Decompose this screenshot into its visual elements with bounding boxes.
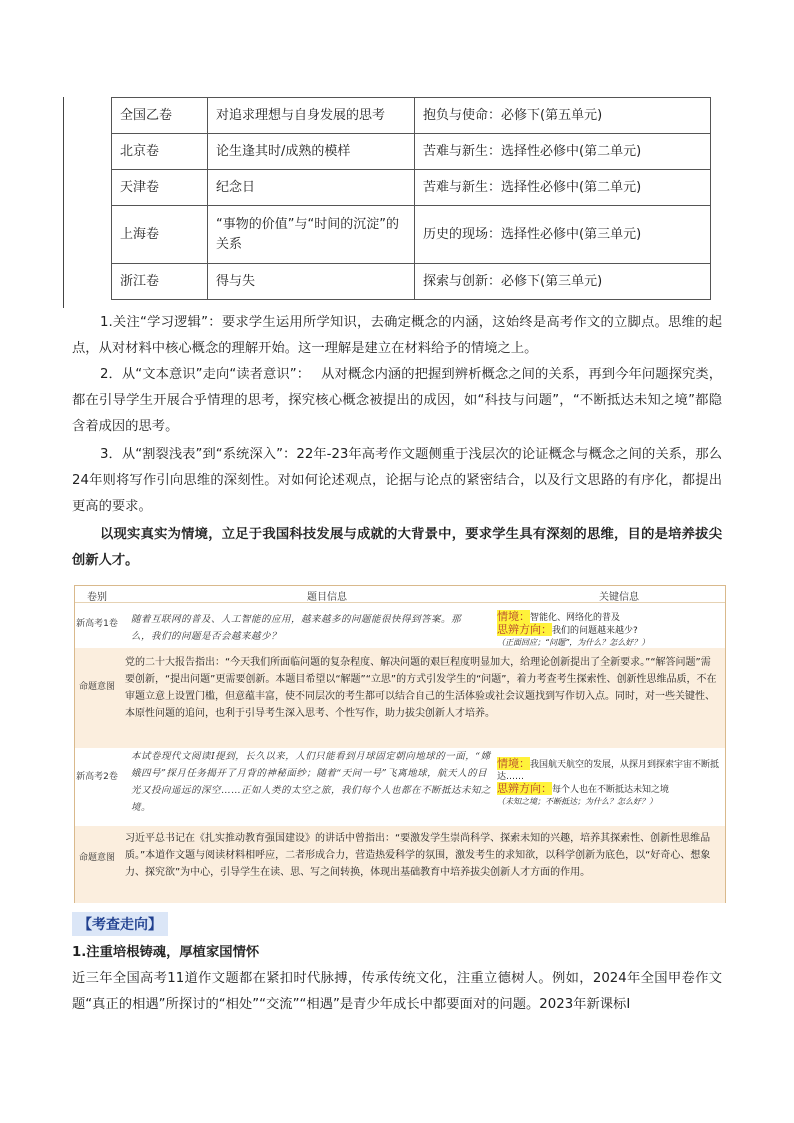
section-body: 近三年全国高考11道作文题都在紧扣时代脉搏，传承传统文化，注重立德树人。例如，2024年全国甲卷作文题“真正的相遇”所探讨的“相处”“交流”“相遇”是青少年成长中都要面对的问题。2023年新课标Ⅰ [72, 971, 722, 1012]
figure-header [75, 586, 725, 603]
topic-cell: 得与失 [208, 264, 415, 300]
unit-cell: 苦难与新生：选择性必修中(第二单元) [415, 134, 711, 170]
intent-text: 党的二十大报告指出：“今天我们所面临问题的复杂程度、解决问题的艰巨程度明显加大，给理论创新提出了全新要求。”“解答问题”需要创新，“提出问题”更需要创新。本题目希望以“解题”“立思”的方式引发学生的“问题”，着力考查考生探索性、创新性思维品质，不在审题立意上设置门槛，但意蕴丰富，使不同层次的考生都可以结合自己的生活体验或社会议题找到写作切入点。同时，对一些关键性、本原性问题的追问，也利于引导考生深入思考、个性写作，助力拔尖创新人才培养。 [125, 657, 717, 719]
intent-label: 命题意图 [78, 682, 115, 692]
section-heading: 1.注重培根铸魂，厚植家国情怀 [72, 945, 260, 960]
left-margin-rule [63, 97, 64, 308]
thinking-text: 我们的问题越来越少? [552, 626, 638, 636]
table-row [112, 206, 711, 264]
key-info-1 [497, 611, 725, 649]
header-paper: 卷别 [87, 592, 107, 603]
table-row [112, 98, 711, 134]
topic-cell: 对追求理想与自身发展的思考 [208, 98, 415, 134]
thinking-text: 每个人也在不断抵达未知之境 [552, 785, 670, 795]
table-row [112, 264, 711, 300]
intent-text: 习近平总书记在《扎实推动教育强国建设》的讲话中曾指出：“要激发学生崇尚科学、探索未知的兴趣，培养其探索性、创新性思维品质。”本道作文题与阅读材料相呼应，二者形成合力，营造热爱科学的氛围，激发考生的求知欲，以科学创新为底色，以“好奇心、想象力、探究欲”为中心，引导学生在读、思、写之间转换，体现出基础教育中培养拔尖创新人才方面的作用。 [125, 833, 711, 878]
context-text: 智能化、网络化的普及 [530, 613, 621, 623]
region-cell: 上海卷 [112, 206, 208, 264]
topic-cell: 纪念日 [208, 170, 415, 206]
table-row [112, 134, 711, 170]
exam-info-figure [74, 585, 726, 903]
section-tag: 【考查走向】 [72, 912, 168, 936]
paragraph-system-depth: 3．从“割裂浅表”到“系统深入”：22年-23年高考作文题侧重于浅层次的论证概念与概念之间的关系，那么24年则将写作引向思维的深刻性。对如何论述观点，论据与论点的紧密结合，以及行文思路的有序化，都提出更高的要求。 [72, 447, 722, 514]
header-key-info: 关键信息 [599, 592, 639, 603]
topic-cell: 论生逢其时/成熟的模样 [208, 134, 415, 170]
unit-cell: 抱负与使命：必修下(第五单元) [415, 98, 711, 134]
header-question-info: 题目信息 [307, 592, 347, 603]
region-cell: 全国乙卷 [112, 98, 208, 134]
paragraph-learning-logic: 1.关注“学习逻辑”：要求学生运用所学知识，去确定概念的内涵，这始终是高考作文的立脚点。思维的起点，从对材料中核心概念的理解开始。这一理解是建立在材料给予的情境之上。 [72, 315, 722, 356]
topic-cell: “事物的价值”与“时间的沉淀”的关系 [208, 206, 415, 264]
intent-label: 命题意图 [78, 853, 115, 863]
region-cell: 浙江卷 [112, 264, 208, 300]
context-tag: 情境： [497, 757, 530, 770]
unit-cell: 苦难与新生：选择性必修中(第二单元) [415, 170, 711, 206]
unit-cell: 历史的现场：选择性必修中(第三单元) [415, 206, 711, 264]
context-tag: 情境： [497, 610, 530, 623]
paper-label: 新高考2卷 [76, 772, 118, 782]
question-handwriting: 本试卷现代文阅读Ⅰ提到，长久以来，人们只能看到月球固定朝向地球的一面，“嫦娥四号”探月任务揭开了月背的神秘面纱；随着“天问一号”飞离地球，航天人的目光又投向遥远的深空……正如人类的太空之旅，我们每个人也都在不断抵达未知之境。 [131, 751, 492, 813]
question-handwriting: 随着互联网的普及、人工智能的应用，越来越多的问题能很快得到答案。那么，我们的问题是否会越来越少？ [131, 614, 462, 642]
exam-topics-table [111, 97, 711, 300]
note-text: （未知之境；不断抵达；为什么？怎么好？） [497, 797, 657, 806]
region-cell: 天津卷 [112, 170, 208, 206]
context-text: 我国航天航空的发展，从探月到探索宇宙不断抵达…… [497, 760, 720, 782]
table-row [112, 170, 711, 206]
unit-cell: 探索与创新：必修下(第三单元) [415, 264, 711, 300]
thinking-tag: 思辨方向： [497, 623, 552, 636]
paper-label: 新高考1卷 [76, 619, 118, 629]
paragraph-reader-awareness: 2．从“文本意识”走向“读者意识”： 从对概念内涵的把握到辨析概念之间的关系，再到今年问题探究类，都在引导学生开展合乎情理的思考，探究核心概念被提出的成因，如“科技与问题”，“不断抵达未知之境”都隐含着成因的思考。 [72, 367, 722, 434]
note-text: （正面回应；“问题”，为什么？怎么好？） [497, 638, 650, 647]
key-info-2 [497, 758, 725, 808]
paragraph-summary: 以现实真实为情境，立足于我国科技发展与成就的大背景中，要求学生具有深刻的思维，目的是培养拔尖创新人才。 [72, 527, 722, 568]
thinking-tag: 思辨方向： [497, 782, 552, 795]
region-cell: 北京卷 [112, 134, 208, 170]
